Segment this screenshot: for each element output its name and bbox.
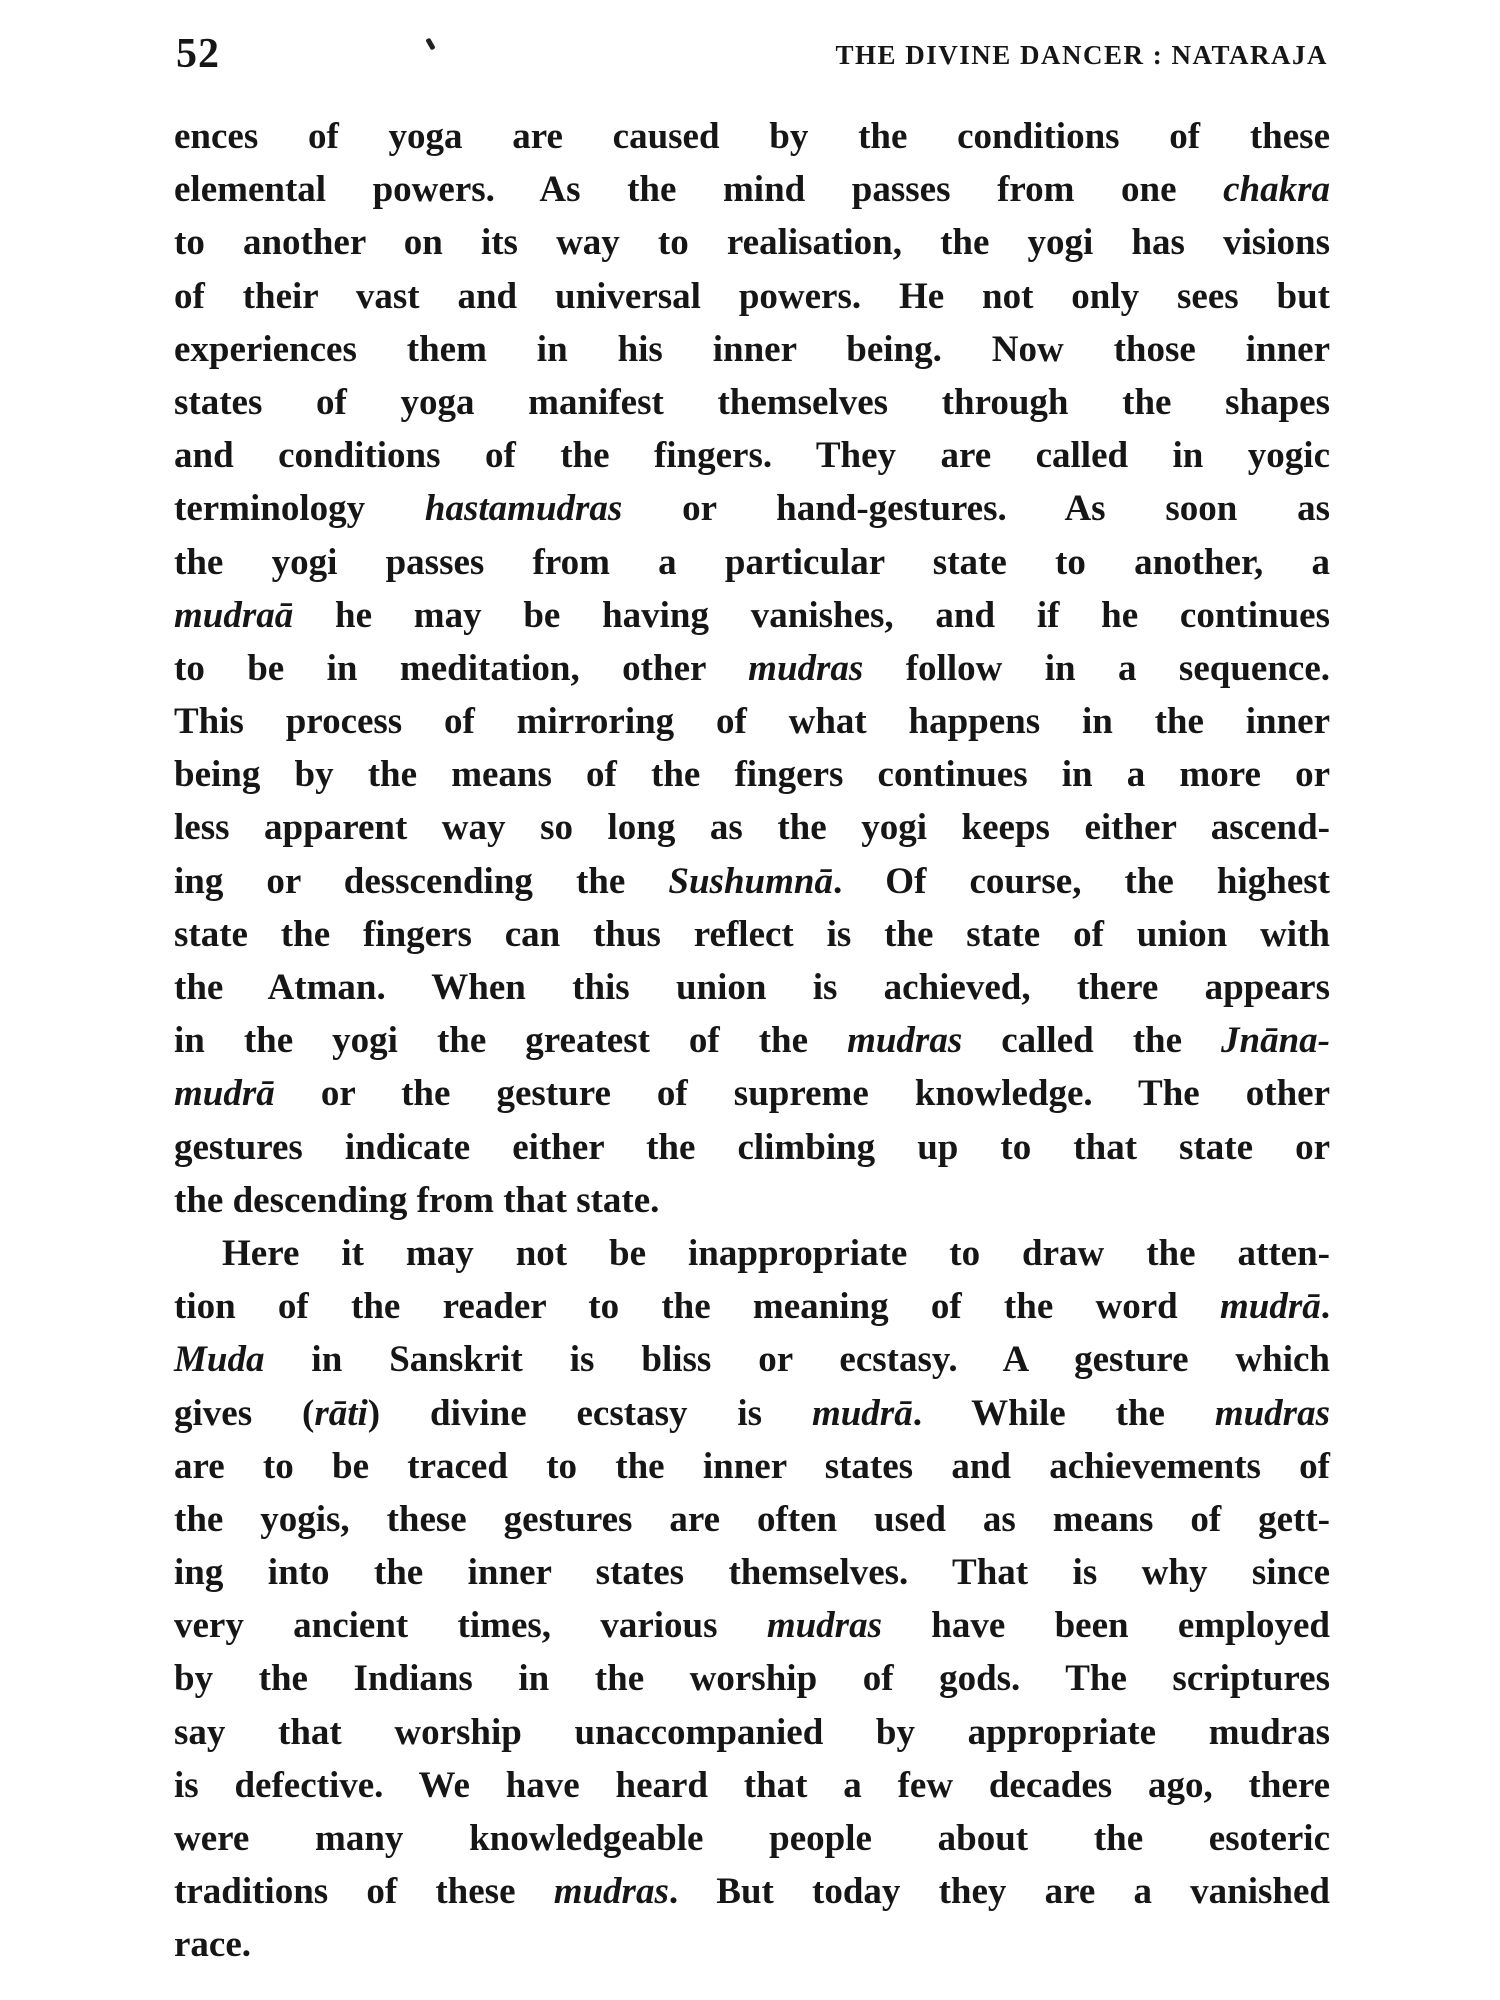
running-head [176, 30, 1328, 90]
text-line [174, 961, 1330, 1014]
text-run: he may be having vanishes, and if he continues [293, 594, 1330, 636]
text-line [174, 1440, 1330, 1493]
text-run: gestures indicate either the climbing up to that state or [174, 1126, 1330, 1168]
text-line [174, 1652, 1330, 1705]
text-line [174, 110, 1330, 163]
text-run: Here it may not be inappropriate to draw the atten- [222, 1232, 1330, 1274]
text-line [174, 642, 1330, 695]
text-run: called the [962, 1020, 1222, 1062]
text-run: very ancient times, various [174, 1605, 767, 1647]
text-run: gives ( [174, 1392, 315, 1434]
text-run: is defective. We have heard that a few decades ago, there [174, 1764, 1330, 1806]
text-line [174, 1865, 1330, 1918]
text-run: were many knowledgeable people about the esoteric [174, 1818, 1330, 1859]
text-run: are to be traced to the inner states and achievements of [174, 1445, 1330, 1487]
text-run: in Sanskrit is bliss or ecstasy. A gesture which [264, 1339, 1330, 1381]
text-line [174, 1387, 1330, 1440]
text-run: ) divine ecstasy is [367, 1392, 812, 1434]
text-line [174, 908, 1330, 961]
text-line [174, 1280, 1330, 1333]
italic-term: mudrā [1219, 1286, 1321, 1328]
text-run: ences of yoga are caused by the conditions of these [174, 116, 1330, 157]
italic-term: chakra [1223, 169, 1330, 211]
text-line [174, 1706, 1330, 1759]
text-run: to another on its way to realisation, the yogi has visions [174, 222, 1330, 264]
text-run: or the gesture of supreme knowledge. The other [274, 1073, 1330, 1115]
text-run: being by the means of the fingers continues in a more or [174, 754, 1330, 796]
text-line [174, 1333, 1330, 1386]
text-run: the Atman. When this union is achieved, there appears [174, 967, 1330, 1008]
text-line [174, 536, 1330, 589]
italic-term: mudras [1214, 1392, 1330, 1434]
text-line [174, 270, 1330, 323]
text-run: the yogi passes from a particular state to another, a [174, 541, 1330, 583]
text-run: terminology [174, 488, 425, 530]
text-line [174, 748, 1330, 801]
text-line [174, 1546, 1330, 1599]
text-run: and conditions of the fingers. They are called in yogic [174, 435, 1330, 477]
text-run: the yogis, these gestures are often used as means of gett- [174, 1498, 1330, 1540]
text-run: . While the [912, 1392, 1215, 1434]
text-line [174, 216, 1330, 269]
text-run: . [1320, 1286, 1330, 1328]
text-line [174, 323, 1330, 376]
text-run: to be in meditation, other [174, 647, 749, 689]
text-line [174, 695, 1330, 748]
italic-term: rāti [314, 1392, 368, 1434]
text-line [174, 429, 1330, 482]
italic-term: mudraā [174, 594, 294, 636]
text-line [174, 1599, 1330, 1652]
italic-term: hastamudras [424, 488, 623, 530]
text-run: less apparent way so long as the yogi keeps either ascend- [174, 807, 1330, 849]
text-line [174, 1812, 1330, 1865]
text-run: ing or desscending the [174, 860, 669, 902]
text-line [174, 1014, 1330, 1067]
text-run: race. [174, 1924, 252, 1966]
text-line [174, 801, 1330, 854]
text-run: or hand-gestures. As soon as [622, 488, 1331, 530]
running-title: THE DIVINE DANCER : NATARAJA [835, 40, 1328, 70]
text-run: traditions of these [174, 1871, 554, 1913]
italic-term: mudrā [174, 1073, 275, 1115]
italic-term: Sushumnā [668, 860, 833, 902]
text-run: state the fingers can thus reflect is the state of union with [174, 913, 1330, 955]
text-run: follow in a sequence. [863, 647, 1331, 689]
text-line [174, 1759, 1330, 1812]
text-line [174, 855, 1330, 908]
text-run: elemental powers. As the mind passes from one [174, 169, 1224, 211]
text-run: in the yogi the greatest of the [174, 1020, 848, 1062]
text-run: say that worship unaccompanied by appropriate mudras [174, 1711, 1330, 1753]
page-number: 52 [176, 31, 220, 77]
text-line [174, 1918, 1330, 1971]
italic-term: mudras [748, 647, 864, 689]
text-run: . But today they are a vanished [668, 1871, 1330, 1913]
text-line [174, 1174, 1330, 1227]
text-line [174, 376, 1330, 429]
text-line [174, 482, 1330, 535]
text-line [174, 1493, 1330, 1546]
text-line [174, 1227, 1330, 1280]
text-line [174, 589, 1330, 642]
text-run: This process of mirroring of what happens in the inner [174, 701, 1330, 743]
text-run: have been employed [881, 1605, 1330, 1647]
italic-term: mudrā [811, 1392, 913, 1434]
italic-term: mudras [553, 1871, 669, 1913]
text-run: tion of the reader to the meaning of the word [174, 1286, 1220, 1328]
text-line [174, 1067, 1330, 1120]
text-run: the descending from that state. [174, 1179, 660, 1221]
italic-term: Jnāna- [1221, 1020, 1331, 1062]
text-run: of their vast and universal powers. He not only sees but [174, 275, 1330, 317]
text-line [174, 1121, 1330, 1174]
text-run: . Of course, the highest [832, 860, 1331, 902]
text-run: experiences them in his inner being. Now those inner [174, 328, 1330, 370]
italic-term: Muda [174, 1339, 265, 1381]
text-run: ing into the inner states themselves. That is why since [174, 1552, 1330, 1594]
italic-term: mudras [847, 1020, 963, 1062]
body-text [174, 110, 1330, 1972]
text-line [174, 163, 1330, 216]
text-run: by the Indians in the worship of gods. The scriptures [174, 1658, 1330, 1700]
italic-term: mudras [766, 1605, 882, 1647]
text-run: states of yoga manifest themselves through the shapes [174, 381, 1330, 423]
